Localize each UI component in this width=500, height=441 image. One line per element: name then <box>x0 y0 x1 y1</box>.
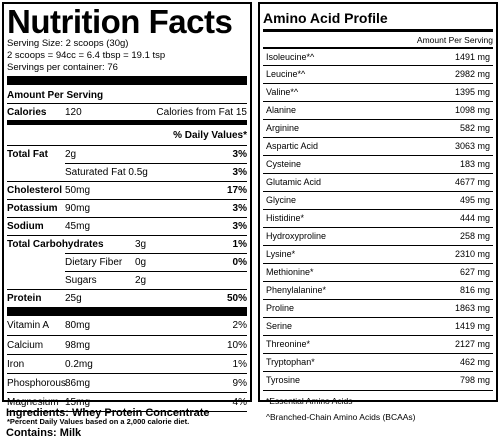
vitamin-label: Calcium <box>7 339 44 351</box>
nutrient-row-sodium <box>7 217 247 235</box>
amino-row <box>263 83 493 101</box>
nutrient-label: Total Fat <box>7 149 48 160</box>
dv-header: % Daily Values* <box>173 129 247 141</box>
amino-name: Hydroxyproline <box>266 231 327 241</box>
nutrient-amount: 25g <box>65 293 82 304</box>
amino-row <box>263 119 493 137</box>
amino-name: Methionine* <box>266 267 314 277</box>
vitamin-amount: 98mg <box>65 339 91 351</box>
amino-row <box>263 281 493 299</box>
amino-name: Phenylalanine* <box>266 285 327 295</box>
nutrient-label: Sugars <box>65 274 97 286</box>
nutrient-label: Cholesterol <box>7 185 63 196</box>
amino-row <box>263 173 493 191</box>
amino-row <box>263 353 493 371</box>
amino-name: Arginine <box>266 123 300 133</box>
amino-name: Aspartic Acid <box>266 141 319 151</box>
dv-footnote: *Percent Daily Values based on a 2,000 calorie diet. <box>7 417 190 426</box>
amino-row <box>263 137 493 155</box>
amino-row <box>263 101 493 119</box>
servings-per-container: Servings per container: 76 <box>7 62 118 73</box>
nutrient-row-potassium <box>7 199 247 217</box>
nutrient-row-sugars <box>7 271 247 289</box>
amino-name: Threonine* <box>266 339 311 349</box>
vitamin-row-phosphorous <box>7 373 247 392</box>
amino-value: 798 mg <box>459 375 490 385</box>
vitamin-label: Vitamin A <box>7 320 50 331</box>
amino-name: Tyrosine <box>266 375 301 385</box>
calories-value: 120 <box>65 106 82 118</box>
amino-value: 495 mg <box>459 195 490 205</box>
amino-row <box>263 317 493 335</box>
nutrient-row-cholesterol <box>7 181 247 199</box>
nutrition-title: Nutrition Facts <box>7 3 233 40</box>
nutrient-label: Saturated Fat 0.5g <box>65 163 247 181</box>
vitamin-row-vitamin-a <box>7 316 247 335</box>
nutrient-label: Potassium <box>7 203 58 214</box>
divider-thick <box>7 76 247 85</box>
nutrient-dv: 17% <box>226 185 247 196</box>
nutrient-dv: 3% <box>232 166 247 178</box>
amino-value: 2127 mg <box>454 339 490 349</box>
amino-rows <box>263 47 493 389</box>
amino-column-header: Amount Per Serving <box>416 35 493 45</box>
amino-row <box>263 191 493 209</box>
calories-label: Calories <box>7 106 47 118</box>
amino-value: 2982 mg <box>454 69 490 79</box>
amino-name: Cysteine <box>266 159 302 169</box>
nutrient-amount: 45mg <box>65 221 91 232</box>
amino-name: Lysine* <box>266 249 296 259</box>
amino-row <box>263 245 493 263</box>
ingredients-line: Ingredients: Whey Protein Concentrate <box>6 407 210 419</box>
nutrient-row-total-fat <box>7 145 247 163</box>
vitamin-amount: 15mg <box>65 396 91 408</box>
amino-value: 1395 mg <box>454 87 490 97</box>
vitamin-row-calcium <box>7 335 247 354</box>
contains-line: Contains: Milk <box>6 427 82 439</box>
amino-value: 1863 mg <box>454 303 490 313</box>
amino-name: Proline <box>266 303 295 313</box>
nutrient-label: Protein <box>7 293 42 304</box>
nutrient-dv: 50% <box>226 293 247 304</box>
amino-value: 258 mg <box>459 231 490 241</box>
nutrient-dv: 0% <box>232 256 247 268</box>
amino-value: 1491 mg <box>454 52 490 62</box>
amino-value: 3063 mg <box>454 141 490 151</box>
vitamin-amount: 86mg <box>65 377 91 389</box>
nutrient-label: Dietary Fiber <box>65 256 123 268</box>
dv-header-row <box>7 125 247 145</box>
amino-row <box>263 155 493 173</box>
calories-from-fat: Calories from Fat 15 <box>156 106 247 118</box>
nutrient-amount: 50mg <box>65 185 91 196</box>
vitamin-label: Phosphorous <box>7 377 66 389</box>
amino-name: Valine*^ <box>266 87 299 97</box>
amino-name: Alanine <box>266 105 297 115</box>
amino-name: Tryptophan* <box>266 357 315 367</box>
divider-thick <box>7 307 247 316</box>
nutrient-label: Total Carbohydrates <box>7 239 104 250</box>
scoops-line: 2 scoops = 94cc = 6.4 tbsp = 19.1 tsp <box>7 50 166 61</box>
amino-name: Glycine <box>266 195 297 205</box>
nutrient-row-saturated-fat <box>7 163 247 181</box>
nutrient-amount: 0g <box>135 256 147 268</box>
amino-row <box>263 227 493 245</box>
amino-value: 183 mg <box>459 159 490 169</box>
amino-value: 4677 mg <box>454 177 490 187</box>
amino-name: Histidine* <box>266 213 305 223</box>
vitamin-dv: 9% <box>232 377 247 389</box>
amino-title: Amino Acid Profile <box>263 10 388 26</box>
amino-acid-panel <box>258 2 498 422</box>
nutrient-amount: 2g <box>65 149 77 160</box>
nutrient-dv: 3% <box>232 203 247 214</box>
nutrient-dv: 3% <box>232 221 247 232</box>
amino-row <box>263 209 493 227</box>
bcaa-note: ^Branched-Chain Amino Acids (BCAAs) <box>266 412 416 422</box>
amino-row <box>263 371 493 389</box>
calories-row <box>7 103 247 120</box>
nutrient-row-total-carbohydrates <box>7 235 247 253</box>
amino-value: 1098 mg <box>454 105 490 115</box>
amount-per-serving: Amount Per Serving <box>7 90 104 101</box>
amino-row <box>263 299 493 317</box>
amino-row <box>263 263 493 281</box>
amino-value: 444 mg <box>459 213 490 223</box>
amino-row <box>263 65 493 83</box>
vitamin-dv: 4% <box>232 396 247 408</box>
essential-note: *Essential Amino Acids <box>263 390 493 409</box>
nutrient-amount: 90mg <box>65 203 91 214</box>
vitamin-label: Magnesium <box>7 396 59 408</box>
vitamin-row-iron <box>7 354 247 373</box>
serving-size: Serving Size: 2 scoops (30g) <box>7 38 129 49</box>
vitamin-dv: 10% <box>226 339 247 351</box>
amino-name: Serine <box>266 321 293 331</box>
amino-row <box>263 47 493 65</box>
amino-value: 582 mg <box>459 123 490 133</box>
amino-value: 627 mg <box>459 267 490 277</box>
nutrient-row-protein <box>7 289 247 307</box>
vitamin-dv: 2% <box>232 320 247 331</box>
vitamin-label: Iron <box>7 358 25 370</box>
vitamin-amount: 0.2mg <box>65 358 93 370</box>
vitamin-dv: 1% <box>232 358 247 370</box>
amino-value: 816 mg <box>459 285 490 295</box>
nutrient-amount: 2g <box>135 274 147 286</box>
amino-value: 2310 mg <box>454 249 490 259</box>
amino-name: Isoleucine*^ <box>266 52 315 62</box>
amino-row <box>263 335 493 353</box>
nutrient-amount: 3g <box>135 239 147 250</box>
nutrient-dv: 3% <box>232 149 247 160</box>
amino-value: 1419 mg <box>454 321 490 331</box>
amino-value: 462 mg <box>459 357 490 367</box>
amino-name: Leucine*^ <box>266 69 306 79</box>
nutrient-label: Sodium <box>7 221 44 232</box>
nutrient-dv: 1% <box>232 239 247 250</box>
divider-thick <box>263 29 493 32</box>
nutrient-row-dietary-fiber <box>7 253 247 271</box>
amino-name: Glutamic Acid <box>266 177 322 187</box>
vitamin-amount: 80mg <box>65 320 91 331</box>
